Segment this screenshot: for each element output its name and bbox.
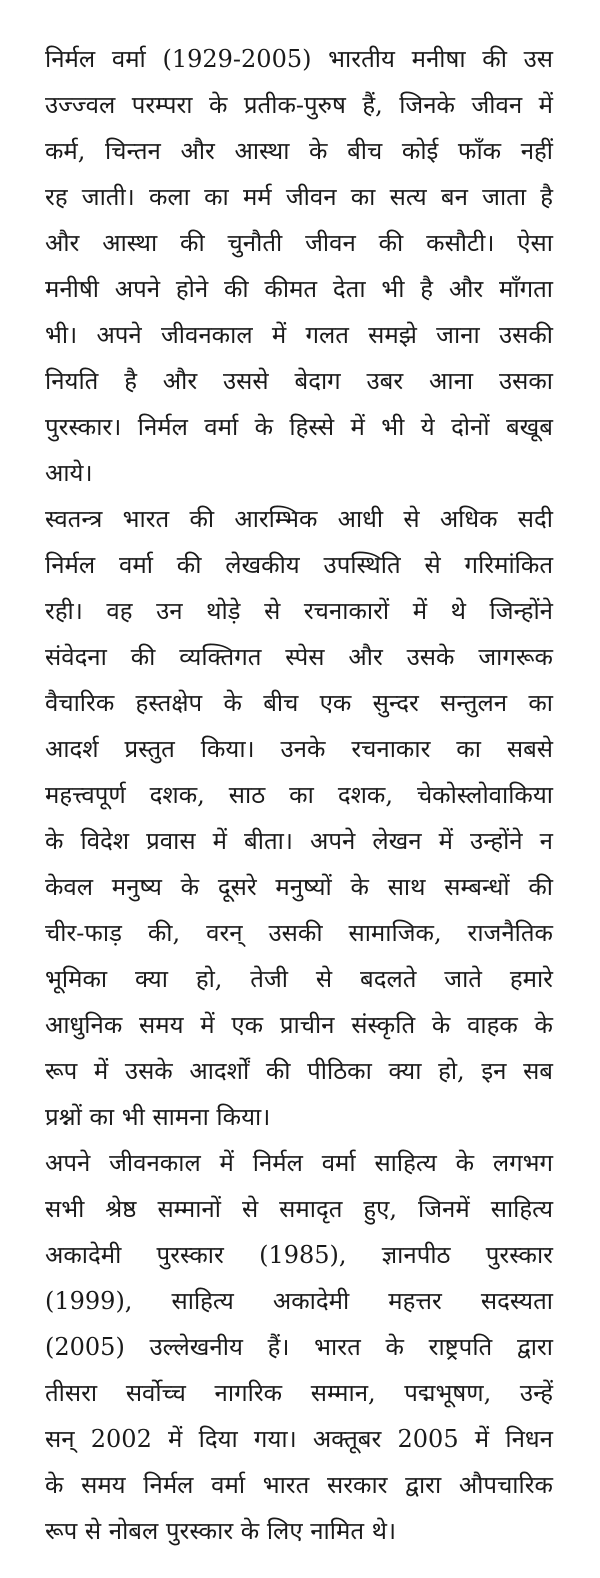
paragraph-3: [45, 1140, 553, 1554]
text-line: अपने जीवनकाल में निर्मल वर्मा साहित्य के लगभग: [45, 1149, 553, 1177]
text-line: स्वतन्त्र भारत की आरम्भिक आधी से अधिक सदी: [45, 505, 553, 533]
text-line: प्रश्नों का भी सामना किया।: [45, 1103, 271, 1131]
text-line: सभी श्रेष्ठ सम्मानों से समादृत हुए, जिनमें साहित्य: [45, 1195, 553, 1223]
text-line: मनीषी अपने होने की कीमत देता भी है और माँगता: [45, 275, 553, 303]
text-line: पुरस्कार। निर्मल वर्मा के हिस्से में भी ये दोनों बखूब: [45, 413, 553, 441]
text-line: के समय निर्मल वर्मा भारत सरकार द्वारा औपचारिक: [45, 1471, 553, 1499]
text-line: रूप में उसके आदर्शों की पीठिका क्या हो, इन सब: [45, 1057, 553, 1085]
text-line: आधुनिक समय में एक प्राचीन संस्कृति के वाहक के: [45, 1011, 553, 1039]
paragraph-2: [45, 496, 553, 1140]
text-line: और आस्था की चुनौती जीवन की कसौटी। ऐसा: [45, 229, 553, 257]
text-line: नियति है और उससे बेदाग उबर आना उसका: [45, 367, 553, 395]
text-line: निर्मल वर्मा की लेखकीय उपस्थिति से गरिमांकित: [45, 551, 553, 579]
text-line: अकादेमी पुरस्कार (1985), ज्ञानपीठ पुरस्कार: [45, 1241, 553, 1269]
document-page: [45, 36, 553, 1554]
text-line: सन् 2002 में दिया गया। अक्तूबर 2005 में निधन: [45, 1425, 553, 1453]
text-line: केवल मनुष्य के दूसरे मनुष्यों के साथ सम्बन्धों की: [45, 873, 553, 901]
text-line: संवेदना की व्यक्तिगत स्पेस और उसके जागरूक: [45, 643, 553, 671]
text-line: कर्म, चिन्तन और आस्था के बीच कोई फाँक नहीं: [45, 137, 553, 165]
text-line: तीसरा सर्वोच्च नागरिक सम्मान, पद्मभूषण, उन्हें: [45, 1379, 553, 1407]
text-line: भूमिका क्या हो, तेजी से बदलते जाते हमारे: [45, 965, 553, 993]
text-line: भी। अपने जीवनकाल में गलत समझे जाना उसकी: [45, 321, 553, 349]
paragraph-1: [45, 36, 553, 496]
text-line: चीर-फाड़ की, वरन् उसकी सामाजिक, राजनैतिक: [45, 919, 553, 947]
text-line: महत्त्वपूर्ण दशक, साठ का दशक, चेकोस्लोवाकिया: [45, 781, 553, 809]
text-line: आदर्श प्रस्तुत किया। उनके रचनाकार का सबसे: [45, 735, 553, 763]
text-line: वैचारिक हस्तक्षेप के बीच एक सुन्दर सन्तुलन का: [45, 689, 553, 717]
text-line: आये।: [45, 459, 93, 487]
text-line: निर्मल वर्मा (1929-2005) भारतीय मनीषा की उस: [45, 45, 553, 73]
text-line: (2005) उल्लेखनीय हैं। भारत के राष्ट्रपति द्वारा: [45, 1333, 553, 1361]
text-line: रही। वह उन थोड़े से रचनाकारों में थे जिन्होंने: [45, 597, 553, 625]
text-line: उज्ज्वल परम्परा के प्रतीक-पुरुष हैं, जिनके जीवन में: [45, 91, 553, 119]
text-line: रूप से नोबल पुरस्कार के लिए नामित थे।: [45, 1517, 397, 1545]
text-line: के विदेश प्रवास में बीता। अपने लेखन में उन्होंने न: [45, 827, 553, 855]
text-line: रह जाती। कला का मर्म जीवन का सत्य बन जाता है: [45, 183, 553, 211]
text-line: (1999), साहित्य अकादेमी महत्तर सदस्यता: [45, 1287, 553, 1315]
